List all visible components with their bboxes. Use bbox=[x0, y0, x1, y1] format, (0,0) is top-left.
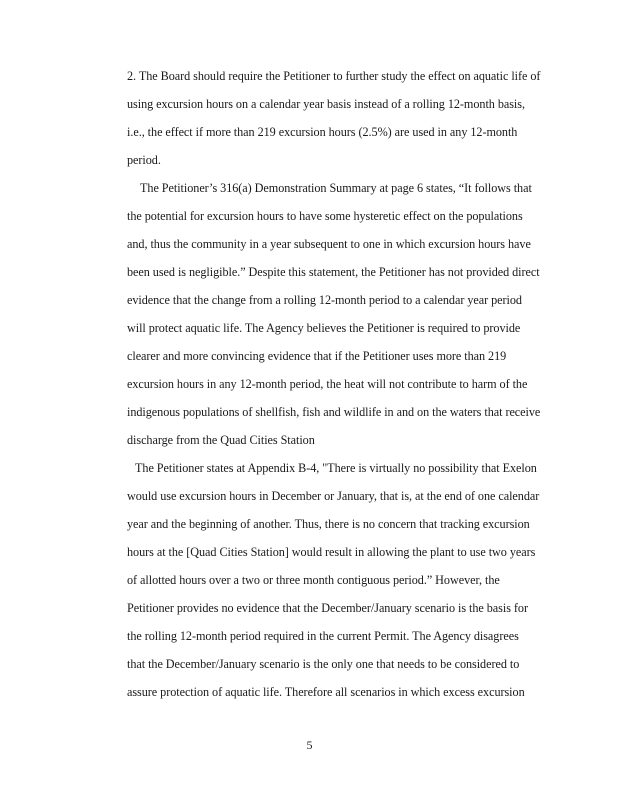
text-line: evidence that the change from a rolling 12-month period to a calendar year period bbox=[127, 293, 522, 307]
page-number: 5 bbox=[306, 738, 313, 752]
text-line: hours at the [Quad Cities Station] would result in allowing the plant to use two years bbox=[127, 545, 536, 559]
text-line: discharge from the Quad Cities Station bbox=[127, 433, 315, 447]
text-line: assure protection of aquatic life. Therefore all scenarios in which excess excursion bbox=[127, 685, 525, 699]
text-line: The Petitioner states at Appendix B-4, "There is virtually no possibility that Exelon bbox=[135, 461, 537, 475]
text-line: clearer and more convincing evidence that if the Petitioner uses more than 219 bbox=[127, 349, 507, 363]
text-line: The Petitioner’s 316(a) Demonstration Summary at page 6 states, “It follows that bbox=[140, 181, 532, 195]
text-line: that the December/January scenario is the only one that needs to be considered to bbox=[127, 657, 520, 671]
text-line: using excursion hours on a calendar year basis instead of a rolling 12-month basis, bbox=[127, 97, 525, 111]
text-line: been used is negligible.” Despite this statement, the Petitioner has not provided direct bbox=[127, 265, 540, 279]
text-line: 2. The Board should require the Petitioner to further study the effect on aquatic life of bbox=[127, 69, 541, 83]
text-line: would use excursion hours in December or January, that is, at the end of one calendar bbox=[127, 489, 540, 503]
text-line: and, thus the community in a year subsequent to one in which excursion hours have bbox=[127, 237, 531, 251]
text-line: Petitioner provides no evidence that the December/January scenario is the basis for bbox=[127, 601, 528, 615]
text-line: of allotted hours over a two or three month contiguous period.” However, the bbox=[127, 573, 500, 587]
text-line: the rolling 12-month period required in the current Permit. The Agency disagrees bbox=[127, 629, 519, 643]
text-line: excursion hours in any 12-month period, the heat will not contribute to harm of the bbox=[127, 377, 528, 391]
text-line: the potential for excursion hours to have some hysteretic effect on the populations bbox=[127, 209, 523, 223]
text-line: i.e., the effect if more than 219 excursion hours (2.5%) are used in any 12-month bbox=[127, 125, 518, 139]
text-line: year and the beginning of another. Thus, there is no concern that tracking excursion bbox=[127, 517, 530, 531]
text-line: will protect aquatic life. The Agency believes the Petitioner is required to provide bbox=[127, 321, 521, 335]
text-line: indigenous populations of shellfish, fish and wildlife in and on the waters that receive bbox=[127, 405, 541, 419]
text-line: period. bbox=[127, 153, 161, 167]
